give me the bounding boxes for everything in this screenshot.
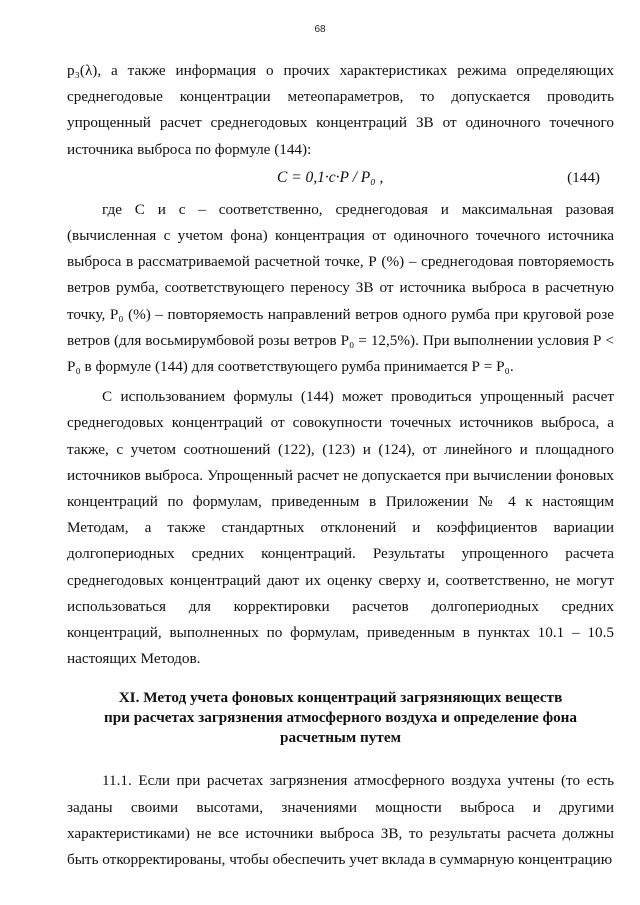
document-body	[67, 58, 614, 873]
formula-144: C = 0,1·c·P / P₀ ,	[277, 168, 384, 186]
paragraph-11-1: 11.1. Если при расчетах загрязнения атмосферного воздуха учтены (то есть заданы своими высотами, значениями мощности выброса и другими характеристиками) не все источники выброса ЗВ, то результаты расчета должны быть откорректированы, чтобы обеспечить учет вклада в суммарную концентрацию	[67, 772, 614, 869]
section-heading-line-2: при расчетах загрязнения атмосферного воздуха и определение фона	[103, 709, 578, 727]
paragraph-simplified-calculation: С использованием формулы (144) может проводиться упрощенный расчет среднегодовых концентраций от совокупности точечных источников выброса, а также, с учетом соотношений (122), (123) и (124), от линейного и площадного источников выброса. Упрощенный расчет не допускается при вычислении фоновых концентраций по формулам, приведенным в Приложении № 4 к настоящим Методам, а также стандартных отклонений и коэффициентов вариации долгопериодных средних концентраций. Результаты упрощенного расчета среднегодовых концентраций дают их оценку сверху и, соответственно, не могут использоваться для корректировки расчетов долгопериодных средних концентраций, выполненных по формулам, приведенным в пунктах 10.1 – 10.5 настоящих Методов.	[67, 388, 614, 668]
formula-row	[67, 163, 614, 193]
paragraph-continuation: p₃(λ), а также информация о прочих характеристиках режима определяющих среднегодовые концентрации метеопараметров, то допускается проводить упрощенный расчет среднегодовых концентраций ЗВ от одиночного точечного источника выброса по формуле (144):	[67, 62, 614, 158]
formula-number: (144)	[567, 168, 600, 186]
section-heading-line-3: расчетным путем	[280, 729, 401, 747]
section-heading	[67, 688, 614, 748]
paragraph-definitions: где С и с – соответственно, среднегодовая и максимальная разовая (вычисленная с учетом фона) концентрация от одиночного точечного источника выброса в рассматриваемой расчетной точке, Р (%) – среднегодовая повторяемость ветров румба, соответствующего переносу ЗВ от источника выброса в расчетную точку, Р₀ (%) – повторяемость направлений ветров одного румба при круговой розе ветров (для восьмирумбовой розы ветров Р₀ = 12,5%). При выполнении условия Р < Р₀ в формуле (144) для соответствующего румба принимается Р = Р₀.	[67, 200, 614, 376]
page-number: 68	[314, 24, 326, 35]
section-heading-line-1: XI. Метод учета фоновых концентраций загрязняющих веществ	[118, 689, 563, 707]
